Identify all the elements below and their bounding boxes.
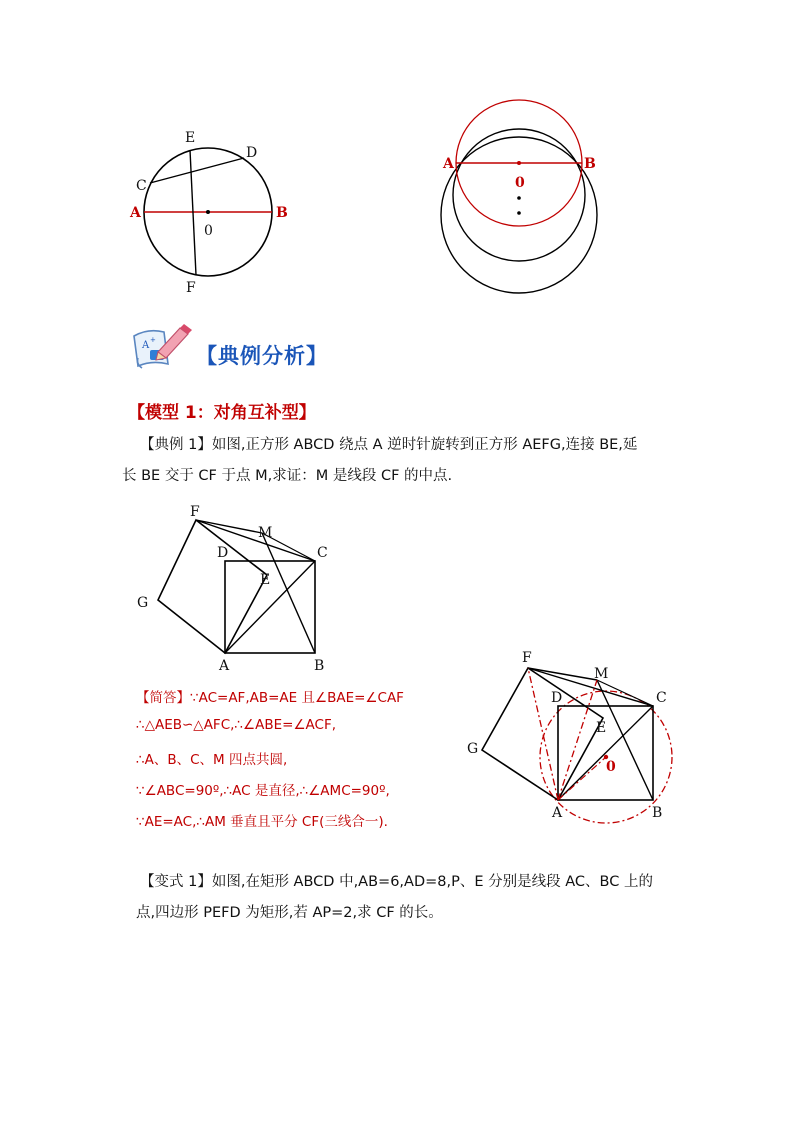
answer-line3: ∴A、B、C、M 四点共圆, — [136, 752, 288, 768]
figure-squares-with-circle — [460, 640, 680, 825]
label-F: F — [190, 504, 200, 520]
example1-text — [140, 431, 700, 460]
label-A: A — [130, 205, 141, 221]
model-title: 【模型 1：对角互补型】 — [128, 403, 316, 423]
example1-line2: 长 BE 交于 CF 于点 M,求证：M 是线段 CF 的中点. — [122, 468, 453, 484]
label-B: B — [276, 205, 288, 221]
label-B: B — [652, 805, 663, 821]
svg-text:A: A — [142, 340, 150, 351]
section-title: 【典例分析】 — [196, 344, 328, 368]
answer-line2: ∴△AEB∽△AFC,∴∠ABE=∠ACF, — [136, 717, 337, 733]
example1-line1: 如图,正方形 ABCD 绕点 A 逆时针旋转到正方形 AEFG,连接 BE,延 — [211, 437, 638, 453]
label-C: C — [136, 178, 147, 194]
label-F: F — [186, 280, 196, 296]
label-E: E — [260, 572, 271, 588]
label-D: D — [551, 690, 563, 706]
figure-circle-chords — [120, 120, 300, 300]
label-G: G — [137, 595, 149, 611]
label-G: G — [467, 741, 479, 757]
label-M: M — [594, 666, 609, 682]
label-F: F — [522, 650, 532, 666]
label-O: 0 — [606, 759, 616, 775]
example1-text-line2 — [122, 462, 682, 491]
pencil-paper-icon — [128, 318, 194, 372]
figure-intersecting-circles — [430, 95, 610, 295]
label-A: A — [552, 805, 563, 821]
label-B: B — [584, 156, 596, 172]
answer-line4: ∵∠ABC=90º,∴AC 是直径,∴∠AMC=90º, — [136, 783, 390, 799]
answer-tag: 【简答】 — [136, 690, 190, 706]
variant1-text-line2 — [136, 899, 706, 928]
label-D: D — [217, 545, 229, 561]
label-E: E — [185, 130, 196, 146]
variant1-text — [140, 868, 710, 897]
variant1-line1: 如图,在矩形 ABCD 中,AB=6,AD=8,P、E 分别是线段 AC、BC 上的 — [211, 874, 653, 890]
figure-rotated-squares — [130, 500, 350, 675]
variant1-tag: 【变式 1】 — [140, 874, 212, 890]
variant1-line2: 点,四边形 PEFD 为矩形,若 AP=2,求 CF 的长。 — [136, 905, 443, 921]
label-C: C — [317, 545, 328, 561]
example1-tag: 【典例 1】 — [140, 437, 212, 453]
svg-text:+: + — [150, 336, 156, 344]
answer-line1: 【简答】∵AC=AF,AB=AE 且∠BAE=∠CAF — [136, 690, 404, 706]
label-O: 0 — [515, 175, 525, 191]
label-A: A — [443, 156, 454, 172]
label-O: 0 — [204, 223, 213, 239]
label-B: B — [314, 658, 325, 674]
label-C: C — [656, 690, 667, 706]
label-E: E — [596, 720, 607, 736]
label-A: A — [219, 658, 230, 674]
label-D: D — [246, 145, 258, 161]
answer-line5: ∵AE=AC,∴AM 垂直且平分 CF(三线合一). — [136, 814, 388, 830]
label-M: M — [258, 525, 273, 541]
